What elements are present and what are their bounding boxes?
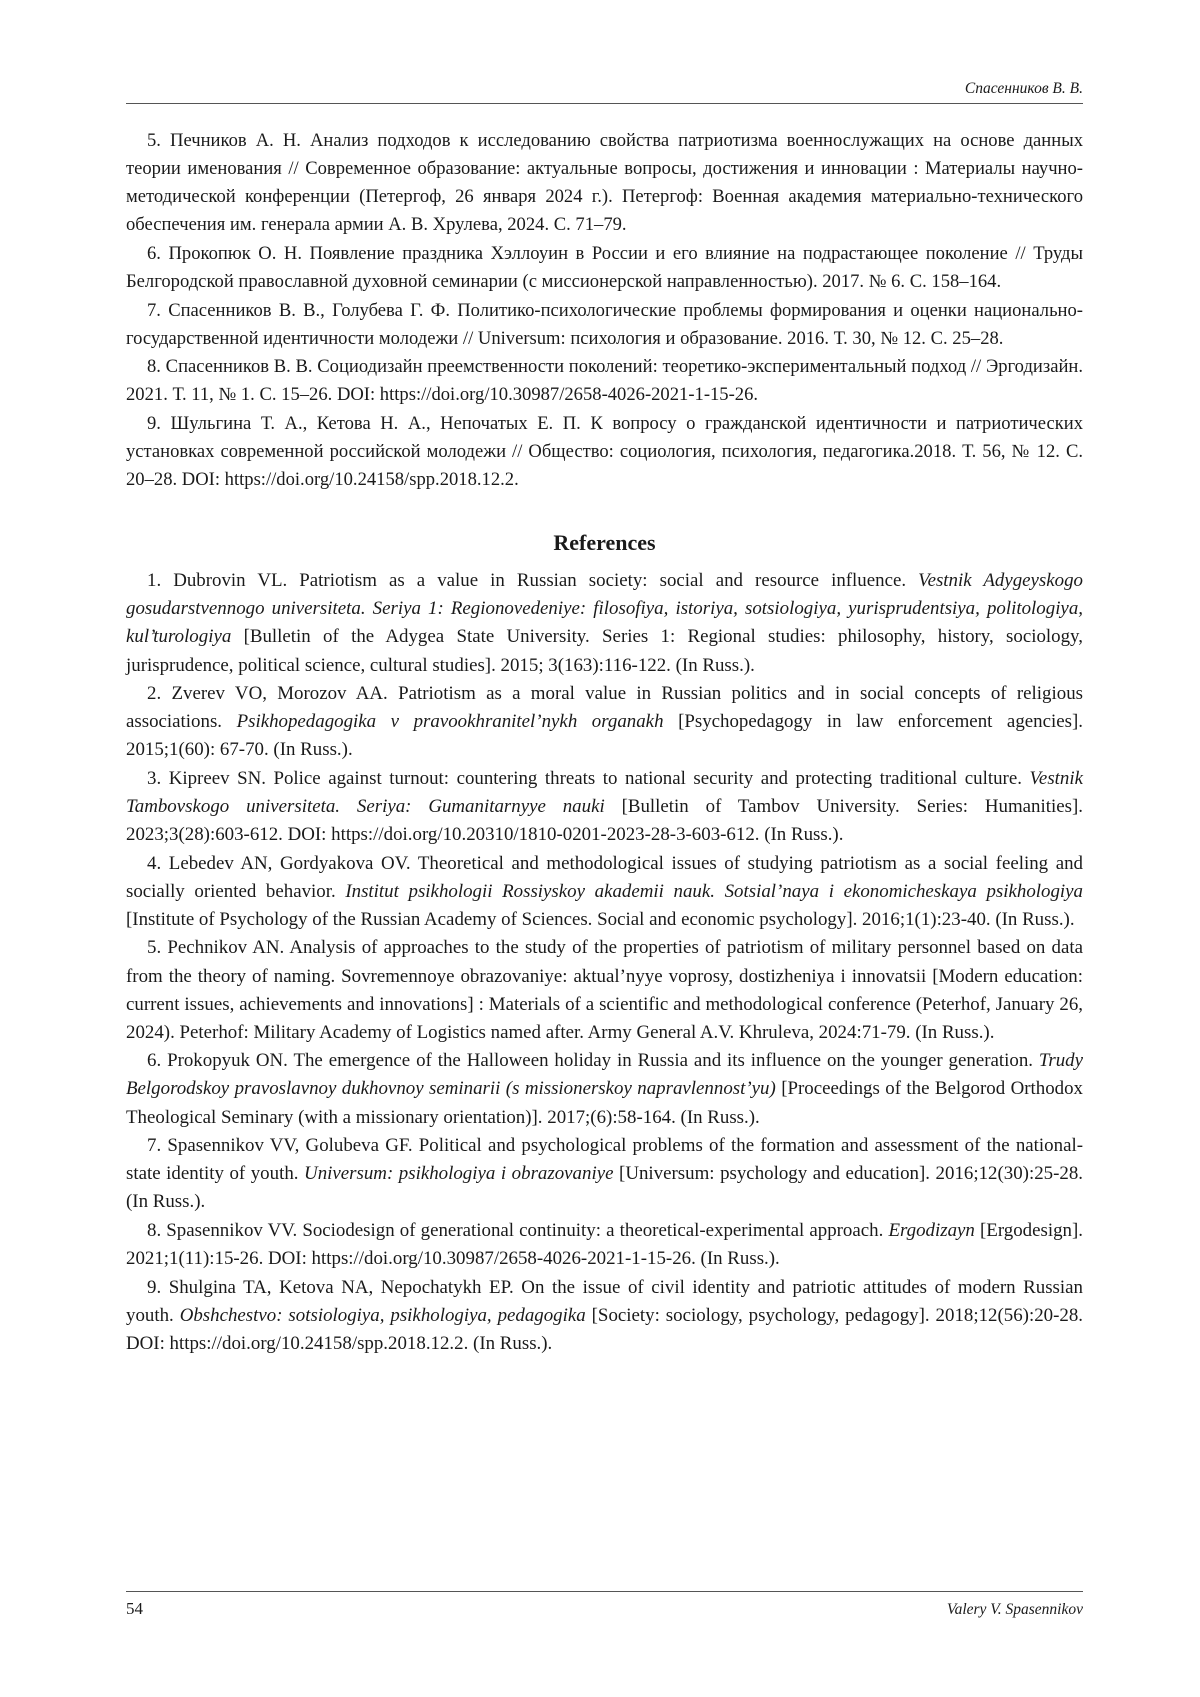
reference-entry: 9. Шульгина Т. А., Кетова Н. А., Непочатых Е. П. К вопросу о гражданской идентичности и патриотических установках современной российской молодежи // Общество: социология, психология, педагогика.2018. Т. 56, № 12. С. 20–28. DOI: https://doi.org/10.24158/spp.2018.12.2. [126,412,1083,491]
reference-entry: 8. Спасенников В. В. Социодизайн преемственности поколений: теоретико-экспериментальный подход // Эргодизайн. 2021. Т. 11, № 1. С. 15–26. DOI: https://doi.org/10.30987/2658-4026-2021-1-15-26. [126,356,1083,406]
page-number: 54 [126,1599,143,1618]
page-content [126,127,1083,1358]
reference-entry: 6. Прокопюк О. Н. Появление праздника Хэллоуин в России и его влияние на подрастающее поколение // Труды Белгородской православной духовной семинарии (с миссионерской направленностью). 2017. № 6. С. 158–164. [126,242,1083,292]
reference-entry: 2. Zverev VO, Morozov AA. Patriotism as a moral value in Russian politics and in social concepts of religious associations. Psikhopedagogika v pravookhranitel’nykh organakh [Psychopedagogy in law enforcement agencies]. 2015;1(60): 67-70. (In Russ.). [126,683,1083,761]
reference-entry: 6. Prokopyuk ON. The emergence of the Halloween holiday in Russia and its influence on the younger generation. Trudy Belgorodskoy pravoslavnoy dukhovnoy seminarii (s missionerskoy napravlennost’yu) [Proceedings of the Belgorod Orthodox Theological Seminary (with a missionary orientation)]. 2017;(6):58-164. (In Russ.). [126,1050,1084,1128]
footer-author: Valery V. Spasennikov [946,1601,1083,1618]
running-header-author: Спасенников В. В. [964,80,1083,97]
reference-entry: 7. Спасенников В. В., Голубева Г. Ф. Политико-психологические проблемы формирования и оценки национально-государственной идентичности молодежи // Universum: психология и образование. 2016. Т. 30, № 12. С. 25–28. [126,299,1083,349]
reference-entry: 5. Печников А. Н. Анализ подходов к исследованию свойства патриотизма военнослужащих на основе данных теории именования // Современное образование: актуальные вопросы, достижения и инновации : Материалы научно-методической конференции (Петергоф, 26 января 2024 г.). Петергоф: Военная академия материально-технического обеспечения им. генерала армии А. В. Хрулева, 2024. С. 71–79. [126,130,1083,236]
reference-entry: 9. Shulgina TA, Ketova NA, Nepochatykh EP. On the issue of civil identity and patriotic attitudes of modern Russian youth. Obshchestvo: sotsiologiya, psikhologiya, pedagogika [Society: sociology, psychology, pedagogy]. 2018;12(56):20-28. DOI: https://doi.org/10.24158/spp.2018.12.2. (In Russ.). [126,1276,1083,1354]
english-reference-list [126,567,1083,1358]
reference-entry: 3. Kipreev SN. Police against turnout: countering threats to national security and protecting traditional culture. Vestnik Tambovskogo universiteta. Seriya: Gumanitarnyye nauki [Bulletin of Tambov University. Series: Humanities]. 2023;3(28):603-612. DOI: https://doi.org/10.20310/1810-0201-2023-28-3-603-612. (In Russ.). [126,767,1083,846]
russian-reference-list [126,127,1083,494]
page-footer [126,1591,1083,1626]
running-header [126,78,1083,104]
references-heading: References [553,530,656,556]
reference-entry: 8. Spasennikov VV. Sociodesign of generational continuity: a theoretical-experimental approach. Ergodizayn [Ergodesign]. 2021;1(11):15-26. DOI: https://doi.org/10.30987/2658-4026-2021-1-15-26. (In Russ.). [126,1219,1083,1269]
reference-entry: 7. Spasennikov VV, Golubeva GF. Political and psychological problems of the formation and assessment of the national-state identity of youth. Universum: psikhologiya i obrazovaniye [Universum: psychology and education]. 2016;12(30):25-28. (In Russ.). [126,1135,1083,1213]
reference-entry: 4. Lebedev AN, Gordyakova OV. Theoretical and methodological issues of studying patriotism as a social feeling and socially oriented behavior. Institut psikhologii Rossiyskoy akademii nauk. Sotsial’naya i ekonomicheskaya psikhologiya [Institute of Psychology of the Russian Academy of Sciences. Social and economic psychology]. 2016;1(1):23-40. (In Russ.). [126,852,1083,930]
reference-entry: 5. Pechnikov AN. Analysis of approaches to the study of the properties of patriotism of military personnel based on data from the theory of naming. Sovremennoye obrazovaniye: aktual’nyye voprosy, dostizheniya i innovatsii [Modern education: current issues, achievements and innovations] : Materials of a scientific and methodological conference (Peterhof, January 26, 2024). Peterhof: Military Academy of Logistics named after. Army General A.V. Khruleva, 2024:71-79. (In Russ.). [126,937,1083,1043]
reference-entry: 1. Dubrovin VL. Patriotism as a value in Russian society: social and resource influence. Vestnik Adygeyskogo gosudarstvennogo universiteta. Seriya 1: Regionovedeniye: filosofiya, istoriya, sotsiologiya, yurisprudentsiya, politologiya, kul’turologiya [Bulletin of the Adygea State University. Series 1: Regional studies: philosophy, history, sociology, jurisprudence, political science, cultural studies]. 2015; 3(163):116-122. (In Russ.). [126,570,1083,676]
